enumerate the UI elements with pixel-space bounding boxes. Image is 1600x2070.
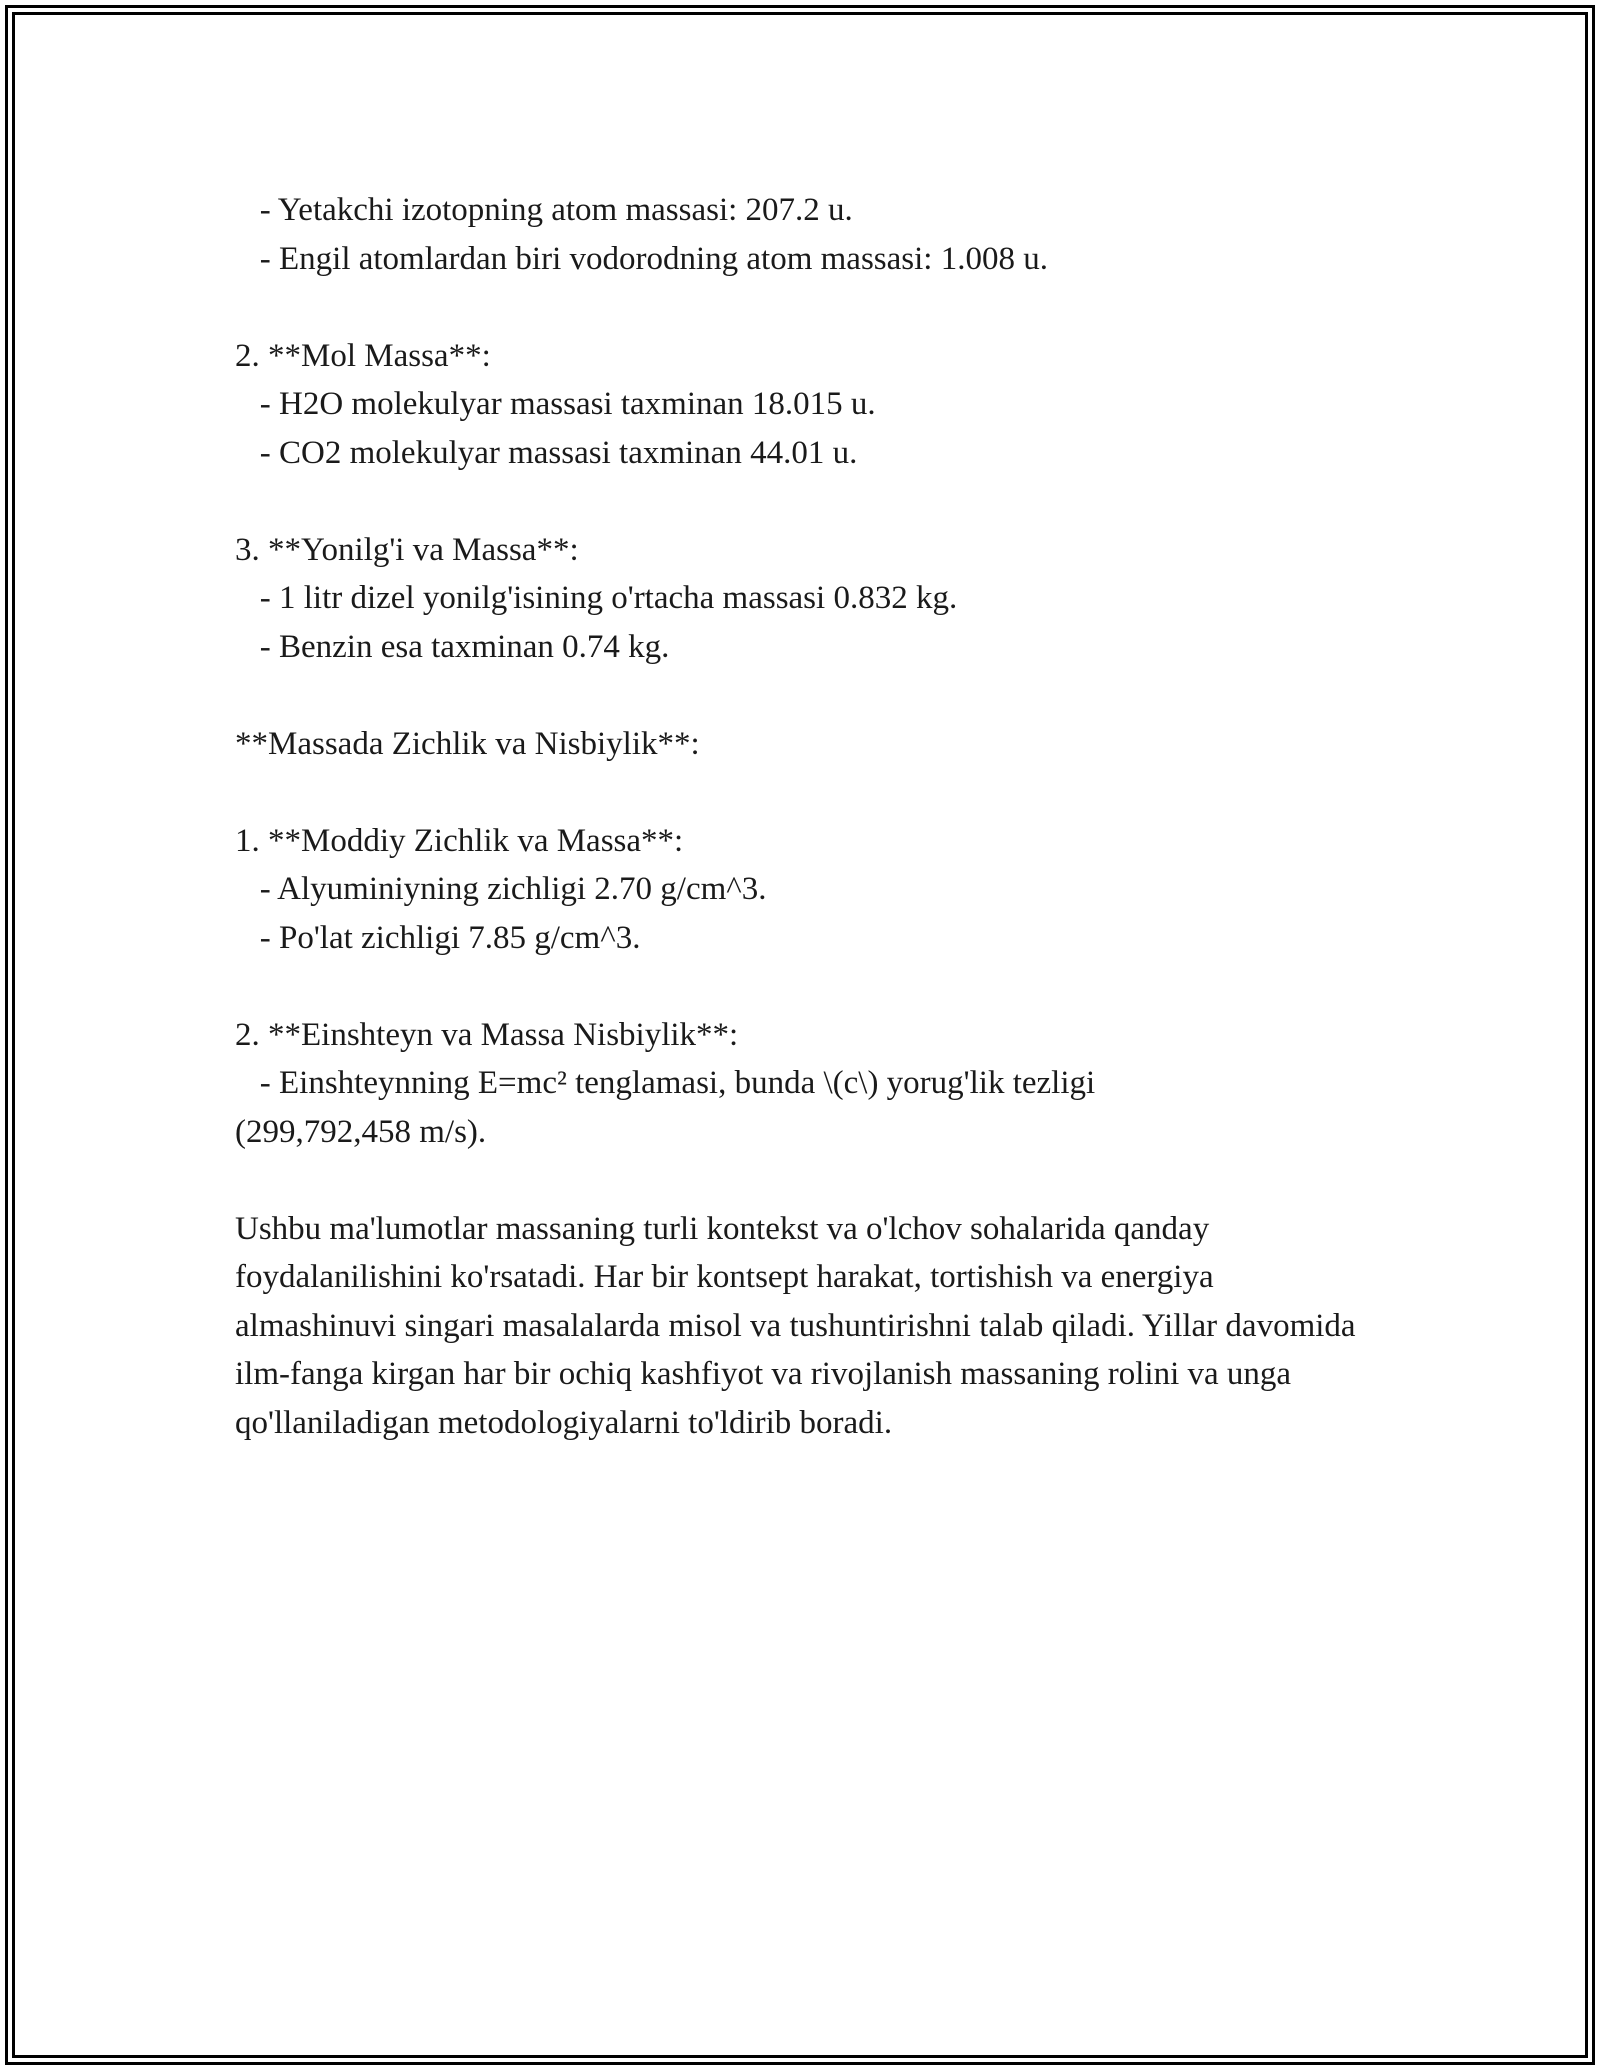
paragraph-spacer	[235, 671, 1375, 720]
bullet-hydrogen-atomic-mass: - Engil atomlardan biri vodorodning atom massasi: 1.008 u.	[235, 240, 1048, 277]
bullet-lead-atomic-mass: - Yetakchi izotopning atom massasi: 207.2 u.	[235, 192, 853, 228]
document-body	[235, 186, 1375, 1447]
bullet-h2o-mass: - H2O molekulyar massasi taxminan 18.015 u.	[235, 386, 876, 422]
bullet-aluminium-density: - Alyuminiyning zichligi 2.70 g/cm^3.	[235, 871, 767, 907]
paragraph-spacer	[235, 962, 1375, 1011]
section-heading-zichlik-nisbiylik: **Massada Zichlik va Nisbiylik**:	[235, 725, 700, 762]
bullet-steel-density: - Po'lat zichligi 7.85 g/cm^3.	[235, 919, 641, 956]
paragraph-spacer	[235, 477, 1375, 526]
bullet-co2-mass: - CO2 molekulyar massasi taxminan 44.01 u.	[235, 434, 858, 471]
bullet-benzin-mass: - Benzin esa taxminan 0.74 kg.	[235, 628, 670, 665]
bullet-einstein-speed: (299,792,458 m/s).	[235, 1113, 487, 1150]
paragraph-spacer	[235, 768, 1375, 817]
heading-moddiy-zichlik: 1. **Moddiy Zichlik va Massa**:	[235, 822, 684, 859]
paragraph-spacer	[235, 283, 1375, 332]
heading-yonilgi-massa: 3. **Yonilg'i va Massa**:	[235, 531, 579, 568]
bullet-einstein-equation: - Einshteynning E=mc² tenglamasi, bunda \(c\) yorug'lik tezligi	[235, 1065, 1096, 1101]
heading-einshteyn: 2. **Einshteyn va Massa Nisbiylik**:	[235, 1016, 739, 1053]
heading-mol-massa: 2. **Mol Massa**:	[235, 337, 491, 374]
conclusion-paragraph: Ushbu ma'lumotlar massaning turli kontekst va o'lchov sohalarida qanday foydalanilishini ko'rsatadi. Har bir kontsept harakat, tortishish va energiya almashinuvi singari masalalarda misol va tushuntirishni talab qiladi. Yillar davomida ilm-fanga kirgan har bir ochiq kashfiyot va rivojlanish massaning rolini va unga qo'llaniladigan metodologiyalarni to'ldirib boradi.	[235, 1210, 1356, 1441]
bullet-diesel-mass: - 1 litr dizel yonilg'isining o'rtacha massasi 0.832 kg.	[235, 580, 958, 616]
paragraph-spacer	[235, 1156, 1375, 1205]
